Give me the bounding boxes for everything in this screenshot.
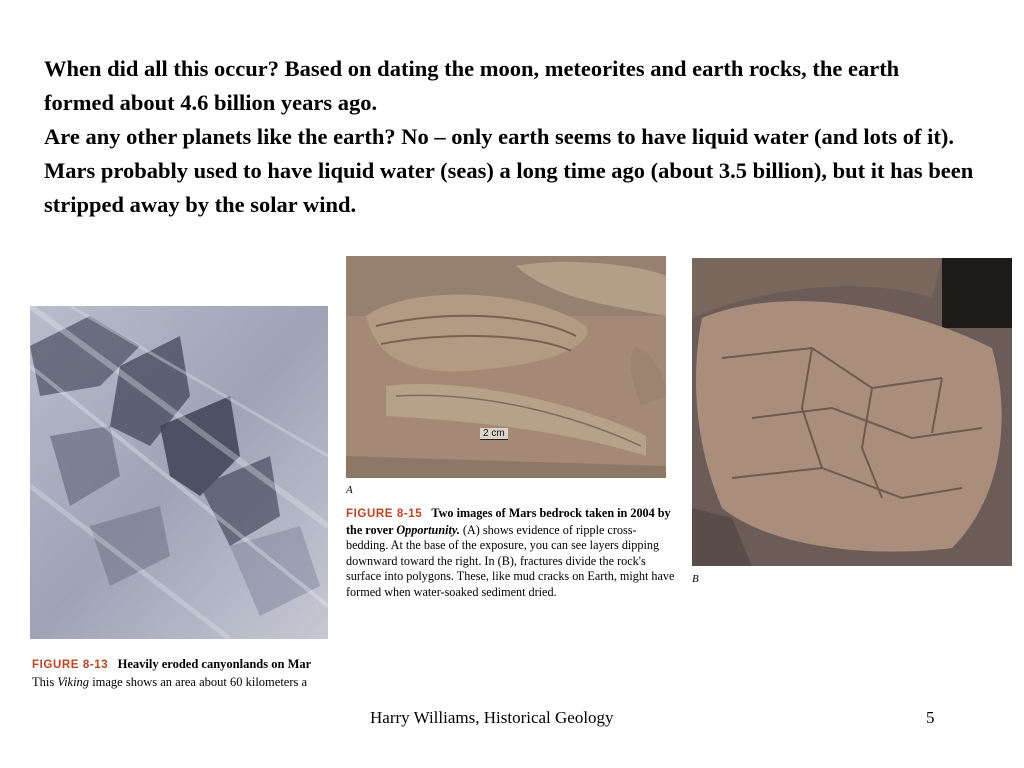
figure-8-15-a xyxy=(346,256,666,478)
figure-8-15-b xyxy=(692,258,1012,566)
paragraph-planets: Are any other planets like the earth? No – only earth seems to have liquid water (and lots of it). Mars probably used to have liquid water (seas) a long time ago (about 3.5 billion), but it has been stripped away by the solar wind. xyxy=(44,124,974,217)
figure-8-15-title-pre: Two images of Mars bedrock taken in 2004 by the rover xyxy=(346,506,671,537)
paragraph-formation: When did all this occur? Based on dating the moon, meteorites and earth rocks, the earth formed about 4.6 billion years ago. xyxy=(44,56,900,115)
main-text xyxy=(44,52,974,222)
page-number: 5 xyxy=(926,708,935,727)
figure-8-13-caption xyxy=(32,656,328,691)
panel-a-label: A xyxy=(346,484,353,496)
figure-8-13-line2-post: image shows an area about 60 kilometers a xyxy=(89,675,308,689)
canyonlands-photo xyxy=(30,306,328,639)
figure-8-15-label: FIGURE 8-15 xyxy=(346,508,423,520)
figure-8-13 xyxy=(30,292,328,697)
figure-8-13-line2-pre: This xyxy=(32,675,58,689)
polygon-bedrock-photo xyxy=(692,258,1012,566)
figure-8-15-title-italic: Opportunity. xyxy=(396,522,460,537)
footer-credit: Harry Williams, Historical Geology xyxy=(370,708,614,727)
figure-8-13-label: FIGURE 8-13 xyxy=(32,659,109,671)
figure-8-13-line2-italic: Viking xyxy=(57,675,90,689)
scale-bar-label: 2 cm xyxy=(480,428,508,440)
figure-8-13-title: Heavily eroded canyonlands on Mar xyxy=(117,657,312,671)
figure-8-15-caption xyxy=(346,506,676,600)
ripple-bedrock-photo xyxy=(346,256,666,478)
panel-b-label: B xyxy=(692,573,699,585)
figure-8-15-body: (A) shows evidence of ripple cross-bedding. At the base of the exposure, you can see layers dipping downward toward the right. In (B), fractures divide the rock's surface into polygons. These, like mud cracks on Earth, might have formed when water-soaked sediment dried. xyxy=(346,522,675,599)
